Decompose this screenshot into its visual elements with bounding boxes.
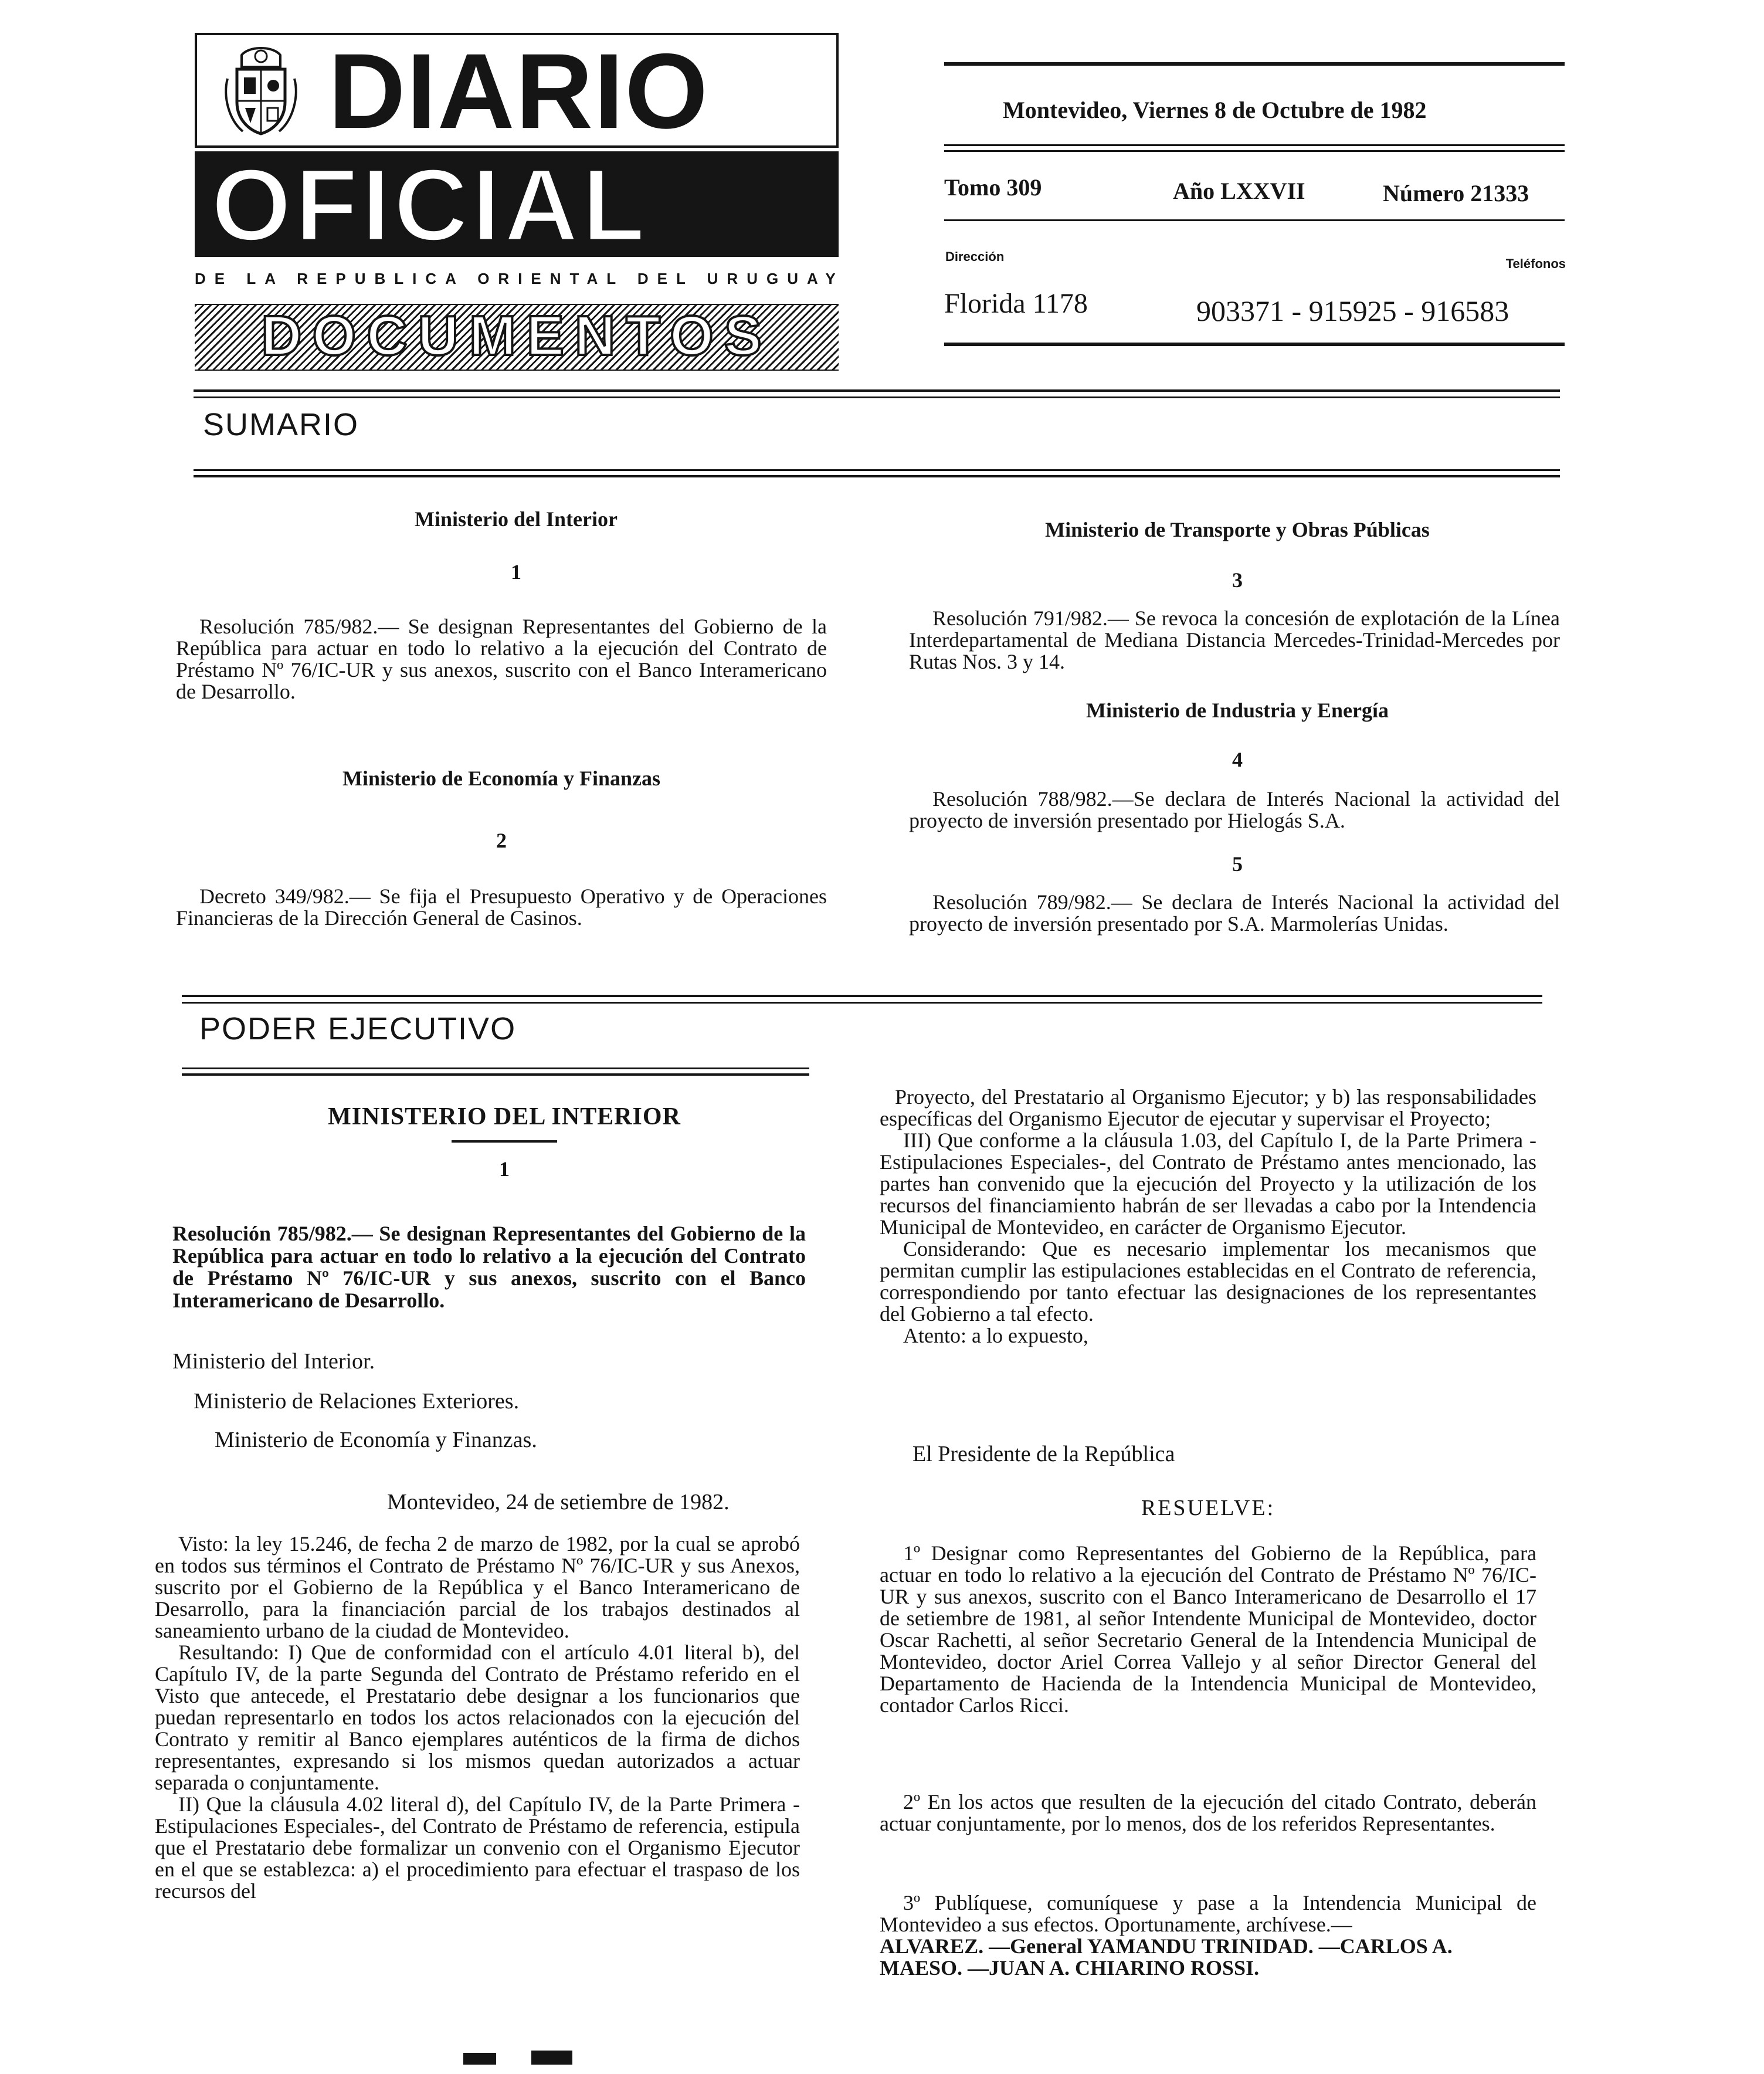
sumario-rule-bottom-b [194, 475, 1560, 477]
sumario-right-3-ministry: Ministerio de Transporte y Obras Públicas [1045, 518, 1430, 541]
issue-tomo: Tomo 309 [944, 174, 1042, 201]
ministry-signatory-1: Ministerio del Interior. [172, 1349, 375, 1374]
paragraph-proyecto: Proyecto, del Prestatario al Organismo Ejecutor; y b) las responsabilidades específicas del Organismo Ejecutor de ejecutar y supervisar el Proyecto; [880, 1085, 1536, 1130]
sumario-left-1-text: Resolución 785/982.— Se designan Representantes del Gobierno de la República para actuar en todo lo relativo a la ejecución del Contrato de Préstamo Nº 76/IC-UR y sus anexos, suscrito con el Banco Interamericano de Desarrollo. [176, 615, 827, 703]
sumario-left-2-number: 2 [496, 829, 507, 852]
sumario-left-2-ministry: Ministerio de Economía y Finanzas [342, 767, 660, 790]
header-rule-2a [944, 144, 1565, 146]
documentos-label: DOCUMENTOS [261, 304, 772, 367]
paragraph-resultando-1: Resultando: I) Que de conformidad con el artículo 4.01 literal b), del Capítulo IV, de la parte Segunda del Contrato de Préstamo referido en el Visto que antecede, el Prestatario debe designar a los funcionarios que puedan representarlo en todos los actos relacionados con la ejecución del Contrato y remitir al Banco ejemplares auténticos de la firma de dichos representantes, expresando si los mismos quedan autorizados a actuar separada o conjuntamente. [155, 1641, 800, 1794]
poder-rule-bottom-b [182, 1073, 809, 1076]
paragraph-resultando-2: II) Que la cláusula 4.02 literal d), del Capítulo IV, de la Parte Primera -Estipulaciones Especiales-, del Contrato de Préstamo de referencia, estipula que el Prestatario debe formalizar un convenio con el Organismo Ejecutor en el que se establezca: a) el procedimiento para efectuar el traspaso de los recursos del [155, 1792, 800, 1903]
sumario-right-5-text: Resolución 789/982.— Se declara de Interés Nacional la actividad del proyecto de inversión presentado por S.A. Marmolerías Unidas. [909, 890, 1560, 936]
considerations-left [155, 1533, 800, 2049]
sumario-rule-bottom-a [194, 469, 1560, 471]
sumario-right-3-number: 3 [1232, 568, 1243, 592]
article-1: 1º Designar como Representantes del Gobierno de la República, para actuar en todo lo relativo a la ejecución del Contrato de Préstamo Nº 76/IC-UR y sus anexos, suscrito con el Banco Interamericano de Desarrollo el 17 de setiembre de 1981, al señor Intendente Municipal de Montevideo, doctor Oscar Rachetti, al señor Secretario General de la Intendencia Municipal de Montevideo, doctor Ariel Correa Vallejo y al señor Director General del Departamento de Hacienda de la Intendencia Municipal de Montevideo, contador Carlos Ricci. [880, 1541, 1536, 1717]
resolution-title: Resolución 785/982.— Se designan Representantes del Gobierno de la República para actuar en todo lo relativo a la ejecución del Contrato de Préstamo Nº 76/IC-UR y sus anexos, suscrito con el Banco Interamericano de Desarrollo. [172, 1222, 806, 1312]
poder-rule-top-b [182, 1002, 1542, 1004]
header-rule-bottom [944, 343, 1565, 346]
sumario-left-1-number: 1 [511, 560, 521, 584]
footer-print-mark-1 [463, 2053, 496, 2065]
ministry-signatory-3: Ministerio de Economía y Finanzas. [215, 1428, 537, 1452]
sumario-right-3-text: Resolución 791/982.— Se revoca la concesión de explotación de la Línea Interdepartamental de Mediana Distancia Mercedes-Trinidad-Mercedes por Rutas Nos. 3 y 14. [909, 606, 1560, 673]
sumario-left-2-text: Decreto 349/982.— Se fija el Presupuesto Operativo y de Operaciones Financieras de la Dirección General de Casinos. [176, 884, 827, 930]
masthead-title-diario: DIARIO [328, 31, 709, 151]
sumario-right-4-text: Resolución 788/982.—Se declara de Interés Nacional la actividad del proyecto de inversión presentado por Hielogás S.A. [909, 787, 1560, 832]
issue-date: Montevideo, Viernes 8 de Octubre de 1982 [1003, 97, 1427, 123]
article-3: 3º Publíquese, comuníquese y pase a la Intendencia Municipal de Montevideo a sus efectos. Oportunamente, archívese.— [880, 1891, 1536, 1936]
president-line: El Presidente de la República [912, 1442, 1175, 1466]
header-rule-top [944, 62, 1565, 66]
resuelve-heading: RESUELVE: [1141, 1496, 1275, 1520]
address: Florida 1178 [944, 288, 1088, 319]
masthead-subtitle: DE LA REPUBLICA ORIENTAL DEL URUGUAY [195, 270, 844, 287]
paragraph-resultando-3: III) Que conforme a la cláusula 1.03, del Capítulo I, de la Parte Primera -Estipulaciones Especiales-, del Contrato de Préstamo antes mencionado, las partes han convenido que la ejecución del Proyecto y la utilización de los recursos del financiamiento habrán de ser llevadas a cabo por la Intendencia Municipal de Montevideo, en carácter de Organismo Ejecutor. [880, 1128, 1536, 1239]
sumario-rule-top-a [194, 389, 1560, 392]
coat-of-arms-icon [217, 43, 305, 138]
poder-heading: PODER EJECUTIVO [199, 1011, 517, 1046]
ministerio-title: MINISTERIO DEL INTERIOR [328, 1103, 681, 1130]
paragraph-atento: Atento: a lo expuesto, [903, 1324, 1088, 1347]
ministry-signatory-2: Ministerio de Relaciones Exteriores. [194, 1389, 520, 1414]
direccion-label: Dirección [945, 249, 1005, 264]
telefonos-label: Teléfonos [1505, 256, 1566, 271]
resolution-number: 1 [499, 1157, 510, 1181]
sumario-right-5-number: 5 [1232, 852, 1243, 876]
signatories: ALVAREZ. —General YAMANDU TRINIDAD. —CARLOS A. MAESO. —JUAN A. CHIARINO ROSSI. [880, 1934, 1453, 1980]
paragraph-visto: Visto: la ley 15.246, de fecha 2 de marzo de 1982, por la cual se aprobó en todos sus términos el Contrato de Préstamo Nº 76/IC-UR y sus Anexos, suscrito por el Gobierno de la República y el Banco Interamericano de Desarrollo, para la financiación parcial de los trabajos destinados al saneamiento urbano de la ciudad de Montevideo. [155, 1532, 800, 1642]
considerations-right [880, 1086, 1536, 1426]
footer-print-mark-2 [531, 2051, 572, 2065]
sumario-left-1-ministry: Ministerio del Interior [415, 507, 618, 531]
poder-rule-top-a [182, 995, 1542, 997]
sumario-right-4-number: 4 [1232, 748, 1243, 771]
header-rule-2b [944, 150, 1565, 152]
sumario-heading: SUMARIO [203, 407, 359, 442]
phone-numbers: 903371 - 915925 - 916583 [1196, 294, 1509, 327]
poder-rule-bottom-a [182, 1068, 809, 1069]
header-rule-3 [944, 219, 1565, 221]
sumario-rule-top-b [194, 396, 1560, 398]
article-2: 2º En los actos que resulten de la ejecución del citado Contrato, deberán actuar conjuntamente, por lo menos, dos de los referidos Representantes. [880, 1790, 1536, 1835]
ministerio-title-underline [452, 1140, 557, 1143]
sumario-right-4-ministry: Ministerio de Industria y Energía [1085, 699, 1389, 722]
masthead-title-oficial: OFICIAL [211, 148, 649, 263]
issue-anio: Año LXXVII [1173, 178, 1305, 204]
place-and-date: Montevideo, 24 de setiembre de 1982. [387, 1490, 730, 1514]
issue-numero: Número 21333 [1383, 180, 1529, 206]
paragraph-considerando: Considerando: Que es necesario implementar los mecanismos que permitan cumplir las estipulaciones establecidas en el Contrato de referencia, correspondiendo por tanto efectuar las designaciones de los representantes del Gobierno a tal efecto. [880, 1237, 1536, 1326]
